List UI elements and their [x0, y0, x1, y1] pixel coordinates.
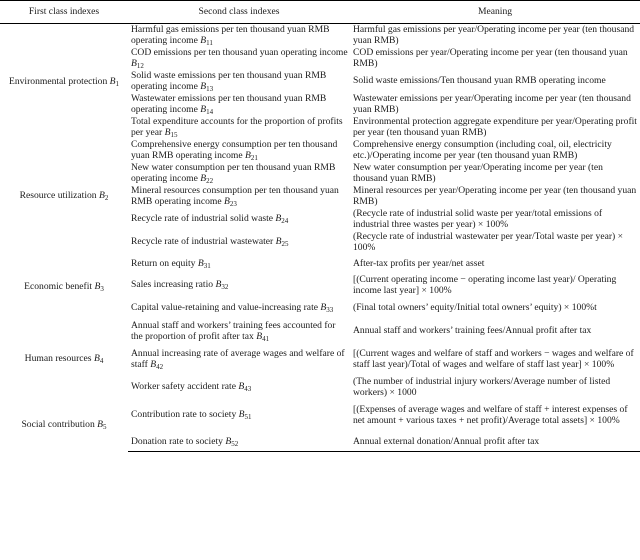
index-code: B — [275, 213, 282, 225]
second-index-cell — [128, 162, 350, 185]
meaning-cell: Environmental protection aggregate expenditure per year/Operating profit per year (ten thousand yuan RMB) — [353, 115, 637, 138]
second-index-cell — [128, 432, 350, 452]
index-code-sub: 24 — [281, 217, 289, 226]
meaning-cell: (Recycle rate of industrial solid waste per year/total emissions of industrial three wastes per year) × 100% — [353, 207, 603, 230]
table-row — [0, 254, 640, 274]
group-code-sub: 1 — [115, 79, 120, 88]
index-code-sub: 14 — [206, 108, 214, 116]
index-name: Sales increasing ratio — [131, 279, 216, 291]
index-code-sub: 15 — [170, 131, 178, 139]
table-row — [0, 139, 640, 162]
meaning-cell: Mineral resources per year/Operating income per year (ten thousand yuan RMB) — [353, 184, 637, 207]
group-code-sub: 2 — [104, 194, 109, 203]
index-code-sub: 33 — [326, 306, 334, 315]
index-code-sub: 41 — [262, 335, 270, 343]
index-code-sub: 32 — [221, 283, 229, 292]
group-environmental-protection — [0, 24, 128, 139]
table-row — [0, 24, 640, 47]
index-code: B — [224, 196, 230, 207]
header-row — [0, 1, 640, 24]
meaning-cell: Annual staff and workers’ training fees/Annual profit after tax — [353, 325, 592, 337]
group-code: B — [93, 353, 100, 365]
table-row — [0, 399, 640, 432]
index-code: B — [200, 81, 207, 92]
index-name: Capital value-retaining and value-increasing rate — [131, 302, 321, 314]
index-name: Solid waste emissions per ten thousand yuan RMB operating income — [131, 69, 327, 92]
header-first-class: First class indexes — [0, 1, 128, 24]
meaning-cell: [(Current operating income − operating income last year)/ Operating income last year] × 100% — [353, 273, 617, 296]
meaning-cell: (Final total owners’ equity/Initial total owners’ equity) × 100%t — [353, 302, 597, 314]
index-code-sub: 11 — [206, 39, 213, 48]
index-code-sub: 31 — [203, 261, 211, 270]
index-code: B — [245, 150, 251, 161]
meaning-cell: Wastewater emissions per year/Operating income per year (ten thousand yuan RMB) — [353, 92, 631, 115]
index-code-sub: 12 — [136, 62, 144, 70]
index-name: Recycle rate of industrial solid waste — [131, 213, 276, 225]
index-code-sub: 23 — [229, 200, 237, 208]
group-social-contribution — [0, 399, 128, 452]
second-index-cell — [128, 297, 350, 320]
index-code: B — [238, 409, 245, 421]
index-name: Comprehensive energy consumption per ten thousand yuan RMB operating income — [131, 138, 338, 161]
second-index-cell — [128, 139, 350, 162]
second-index-cell — [128, 24, 350, 47]
meaning-cell: [(Current wages and welfare of staff and workers − wages and welfare of staff last year)/Total of wages and welfare of staff last year] × 100% — [353, 347, 634, 370]
index-code: B — [238, 381, 245, 393]
group-code-sub: 3 — [100, 284, 104, 293]
group-code: B — [97, 419, 104, 431]
index-code: B — [200, 104, 207, 115]
second-index-cell — [128, 343, 350, 376]
group-name: Resource utilization — [19, 190, 100, 202]
meaning-cell: Annual external donation/Annual profit after tax — [350, 432, 640, 452]
group-code: B — [99, 190, 105, 202]
second-index-cell — [128, 47, 350, 70]
index-name: Donation rate to society — [131, 435, 226, 447]
index-name: Mineral resources consumption per ten thousand yuan RMB operating income — [131, 184, 339, 207]
meaning-cell: New water consumption per year/Operating income per year (ten thousand yuan RMB) — [353, 161, 603, 184]
index-code: B — [320, 302, 327, 314]
meaning-cell: Solid waste emissions/Ten thousand yuan RMB operating income — [353, 75, 606, 87]
group-name: Social contribution — [21, 419, 98, 431]
meaning-cell: Harmful gas emissions per year/Operating income per year (ten thousand yuan RMB) — [353, 24, 635, 47]
second-index-cell — [128, 376, 350, 399]
second-index-cell — [128, 254, 350, 274]
index-name: Contribution rate to society — [131, 409, 239, 421]
index-code-sub: 51 — [244, 413, 252, 422]
meaning-cell: Comprehensive energy consumption (including coal, oil, electricity etc.)/Operating income per year (ten thousand yuan RMB) — [353, 138, 612, 161]
header-second-class: Second class indexes — [128, 1, 350, 24]
header-meaning: Meaning — [350, 1, 640, 24]
second-index-cell — [128, 274, 350, 297]
second-index-cell — [128, 93, 350, 116]
group-name: Environmental protection — [8, 75, 110, 87]
table-header — [0, 1, 640, 24]
second-index-cell — [128, 116, 350, 139]
index-name: Recycle rate of industrial wastewater — [131, 236, 276, 248]
index-code: B — [164, 127, 171, 138]
group-resource-utilization — [0, 139, 128, 254]
group-code: B — [94, 280, 101, 292]
index-name: New water consumption per ten thousand yuan RMB operating income — [131, 161, 336, 184]
index-name: Annual increasing rate of average wages and welfare of staff — [131, 347, 345, 370]
index-code: B — [197, 257, 204, 269]
table-body — [0, 24, 640, 452]
index-name: Wastewater emissions per ten thousand yuan RMB operating income — [131, 92, 327, 115]
index-code-sub: 42 — [156, 363, 164, 371]
group-human-resources — [0, 320, 128, 399]
index-name: Annual staff and workers’ training fees accounted for the proportion of profit after tax — [131, 319, 336, 342]
second-index-cell — [128, 185, 350, 208]
meaning-cell: [(Expenses of average wages and welfare of staff + interest expenses of net amount + various taxes + net profit)/Average total assets] × 100% — [353, 403, 628, 426]
index-code-sub: 21 — [250, 154, 258, 162]
index-code: B — [200, 173, 207, 184]
index-name: COD emissions per ten thousand yuan operating income — [131, 46, 348, 58]
index-code-sub: 52 — [231, 439, 239, 448]
second-index-cell — [128, 399, 350, 432]
second-index-cell — [128, 320, 350, 343]
index-code: B — [131, 58, 137, 69]
group-name: Economic benefit — [24, 280, 95, 292]
group-code-sub: 5 — [103, 423, 107, 432]
index-code: B — [225, 435, 232, 447]
table-row — [0, 320, 640, 343]
group-code-sub: 4 — [99, 357, 104, 366]
index-name: Total expenditure accounts for the proportion of profits per year — [131, 115, 343, 138]
index-name: Harmful gas emissions per ten thousand yuan RMB operating income — [131, 24, 330, 47]
meaning-cell: COD emissions per year/Operating income per year (ten thousand yuan RMB) — [353, 46, 628, 69]
index-code: B — [275, 236, 282, 248]
index-name: Return on equity — [131, 257, 198, 269]
index-code-sub: 13 — [206, 85, 214, 93]
index-code-sub: 43 — [244, 385, 252, 394]
index-code: B — [215, 279, 222, 291]
group-economic-benefit — [0, 254, 128, 320]
second-index-cell — [128, 208, 350, 231]
index-code-sub: 25 — [281, 240, 289, 249]
group-name: Human resources — [24, 353, 94, 365]
second-index-cell — [128, 231, 350, 254]
group-code: B — [109, 75, 116, 87]
index-code: B — [256, 331, 263, 342]
second-index-cell — [128, 70, 350, 93]
index-name: Worker safety accident rate — [131, 381, 239, 393]
index-code-sub: 22 — [206, 177, 214, 185]
index-code: B — [150, 359, 157, 370]
index-code: B — [200, 35, 207, 47]
meaning-cell: (The number of industrial injury workers/Average number of listed workers) × 1000 — [353, 375, 611, 398]
meaning-cell: (Recycle rate of industrial wastewater per year/Total waste per year) × 100% — [353, 230, 624, 253]
meaning-cell: After-tax profits per year/net asset — [353, 257, 485, 269]
